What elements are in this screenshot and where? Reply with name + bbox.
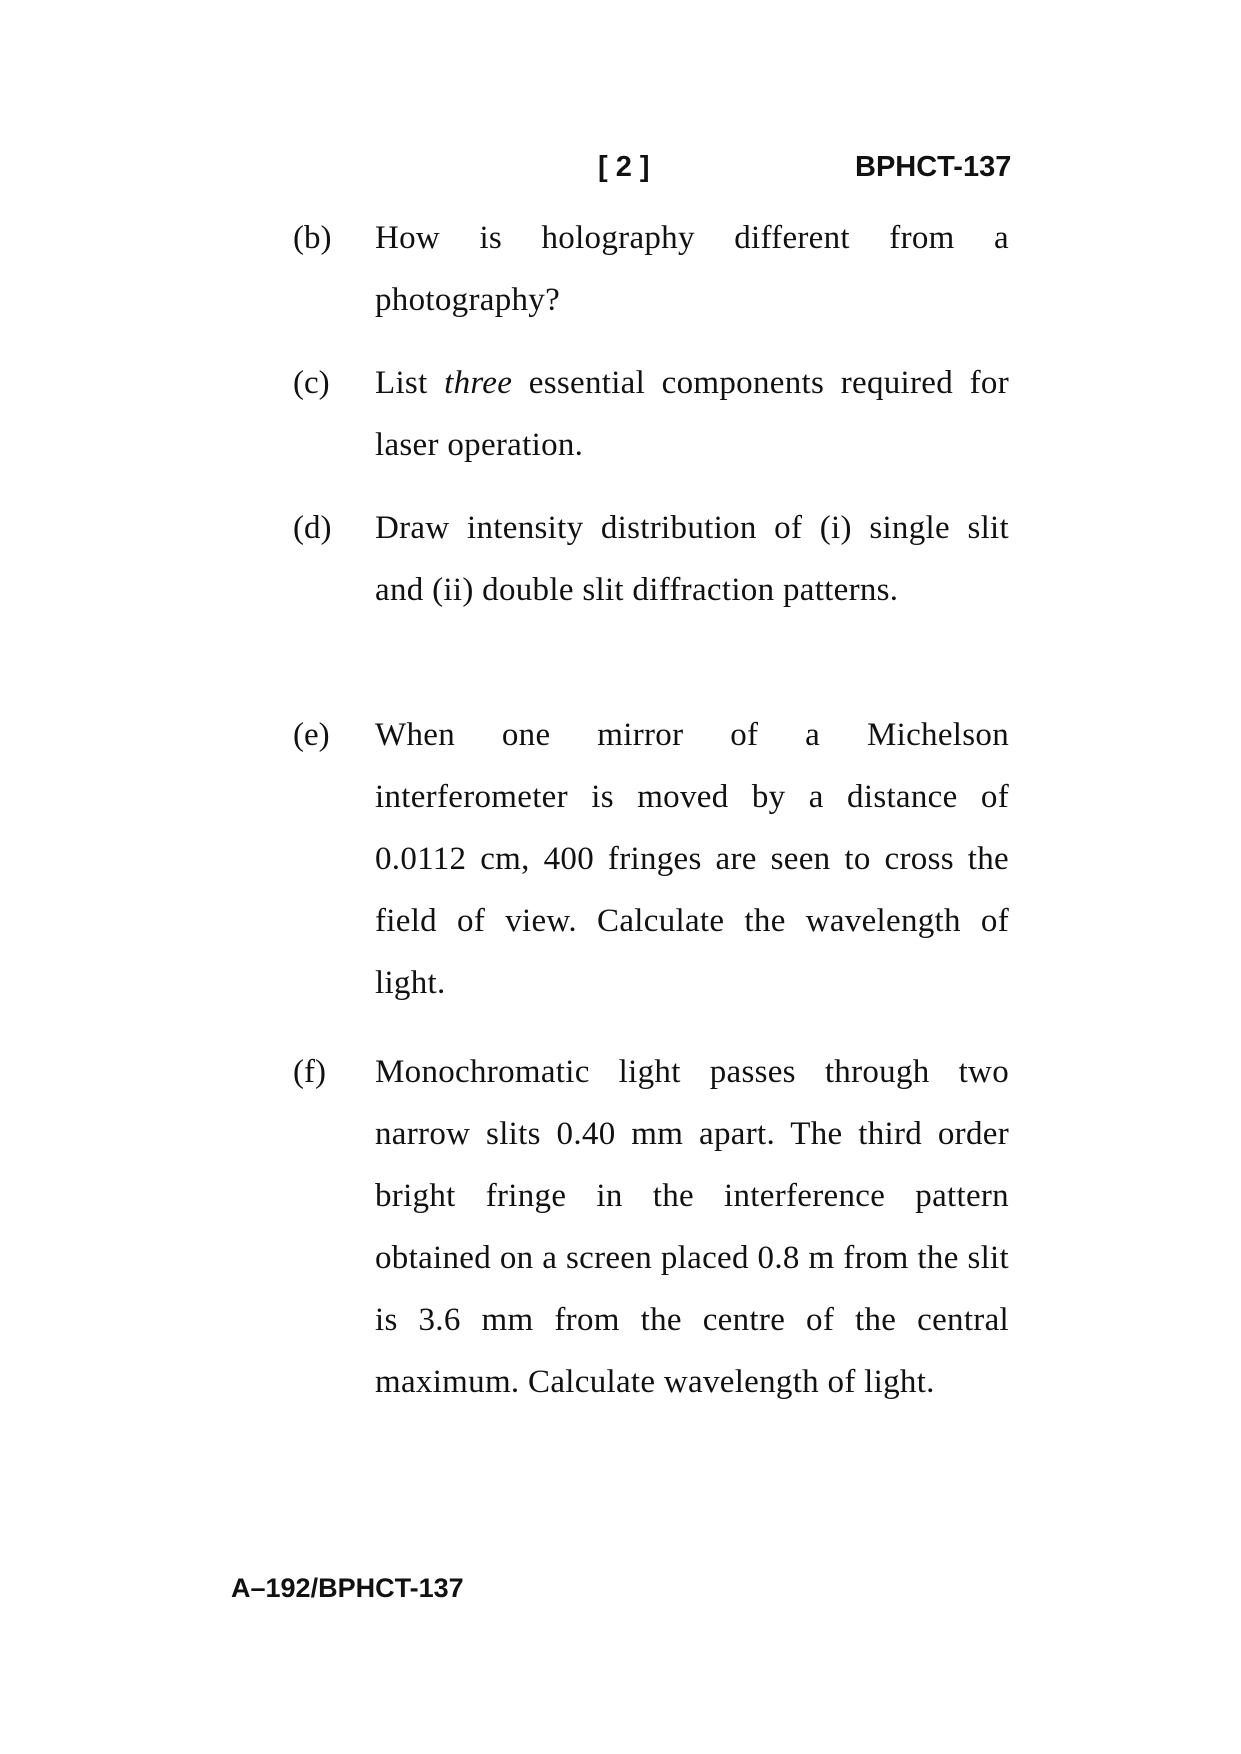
question-c-emphasis: three: [444, 365, 513, 401]
question-f-text: Monochromatic light passes through two narrow slits 0.40 mm apart. The third order bright fringe in the interference pattern obtained on a screen placed 0.8 m from the slit is 3.6 mm from the centre of the central maximum. Calculate wavelength of light.: [375, 1054, 1009, 1400]
question-e-label: (e): [293, 717, 330, 753]
page-number: [ 2 ]: [598, 151, 650, 183]
header-course-code: BPHCT-137: [855, 151, 1012, 183]
footer-paper-code: A–192/BPHCT-137: [231, 1573, 464, 1603]
question-b-label: (b): [293, 220, 332, 256]
question-c-text-start: List: [375, 365, 445, 401]
question-c-text: [375, 352, 1009, 476]
question-f-label: (f): [293, 1054, 326, 1090]
question-d-label: (d): [293, 510, 332, 546]
question-c-label: (c): [293, 365, 330, 401]
question-d-text: Draw intensity distribution of (i) single slit and (ii) double slit diffraction patterns.: [375, 510, 1009, 608]
question-e-text: When one mirror of a Michelson interferometer is moved by a distance of 0.0112 cm, 400 fringes are seen to cross the field of view. Calculate the wavelength of light.: [375, 717, 1009, 1001]
question-b-text: How is holography different from a photography?: [375, 220, 1009, 318]
question-c-text-end: essential components required for laser operation.: [375, 365, 1009, 463]
